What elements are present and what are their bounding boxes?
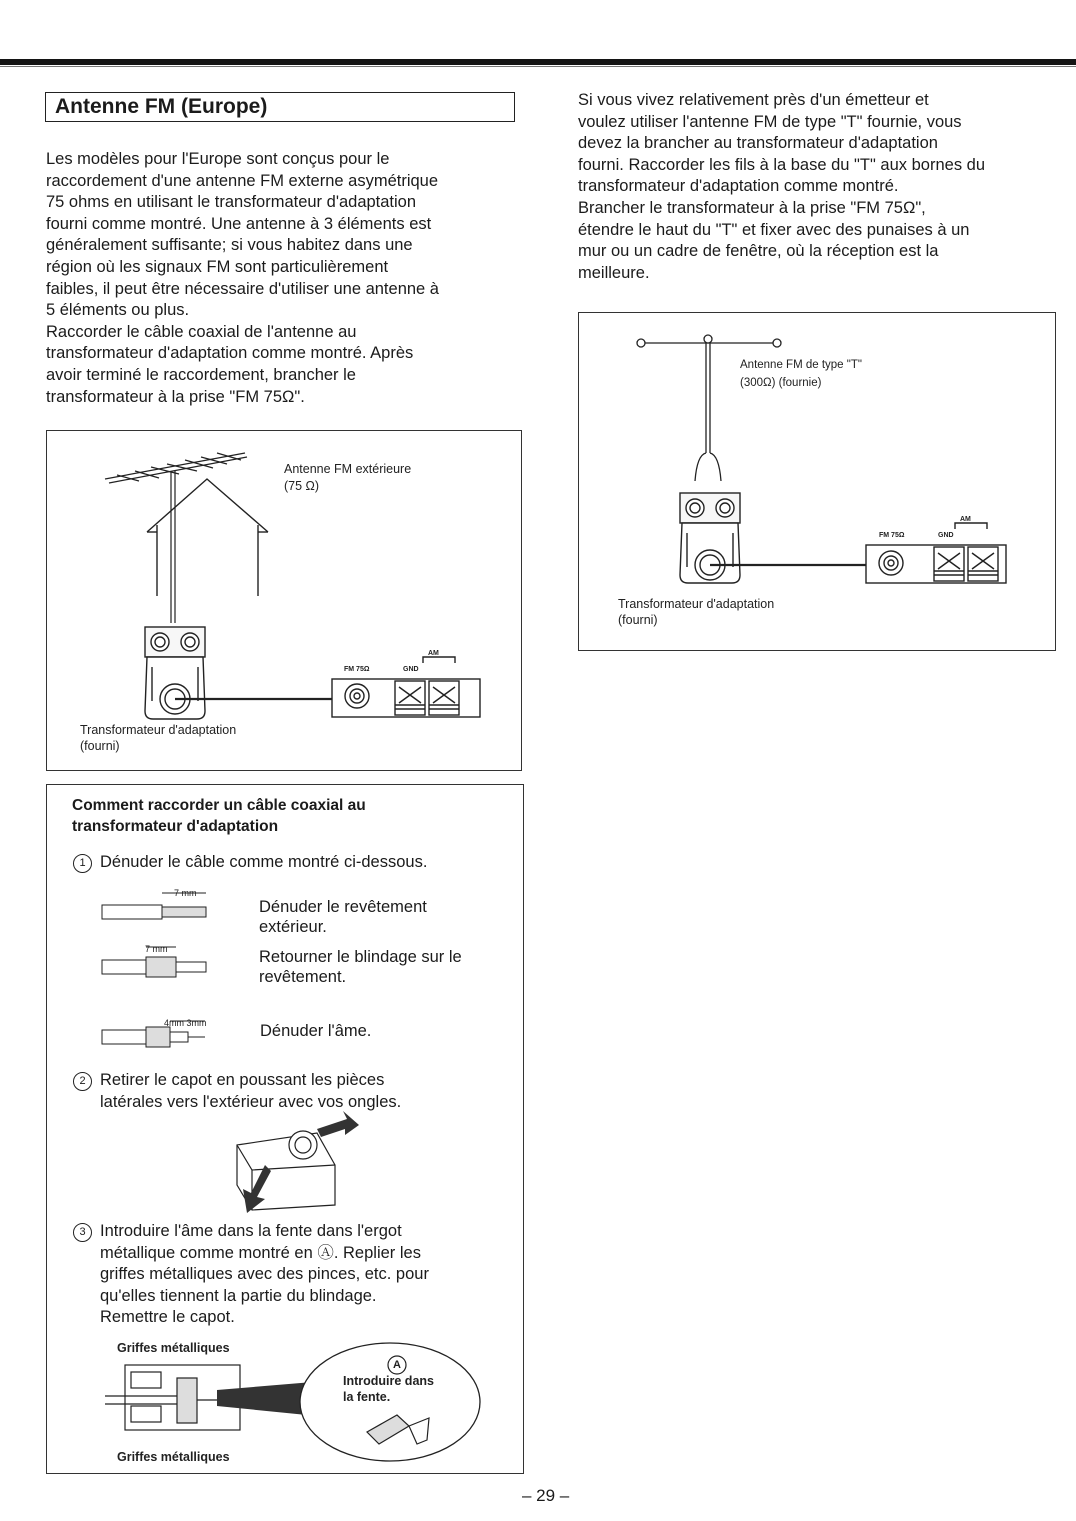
section-title: Antenne FM (Europe) bbox=[45, 92, 515, 122]
step-2-text bbox=[100, 1070, 401, 1113]
howto-title-line: Comment raccorder un câble coaxial au bbox=[72, 797, 366, 814]
dim-label-1: 7 mm bbox=[174, 888, 197, 898]
text-line: généralement suffisante; si vous habitez dans une bbox=[46, 236, 413, 255]
step-3-text bbox=[100, 1221, 429, 1329]
text-line: Remettre le capot. bbox=[100, 1308, 235, 1327]
text-line: transformateur à la prise "FM 75Ω". bbox=[46, 387, 305, 406]
griffes-label-top: Griffes métalliques bbox=[117, 1341, 230, 1355]
text-line: Brancher le transformateur à la prise "FM 75Ω", bbox=[578, 198, 926, 217]
strip-item-3 bbox=[260, 1021, 371, 1041]
dim-label-2: 7 mm bbox=[145, 944, 168, 954]
am-terminal-label: AM bbox=[960, 516, 971, 523]
text-line: Dénuder le revêtement bbox=[259, 898, 427, 916]
t-antenna-label: Antenne FM de type "T" bbox=[740, 359, 862, 371]
text-line: région où les signaux FM sont particulièrement bbox=[46, 257, 389, 276]
top-rule bbox=[0, 59, 1076, 65]
fm-terminal-label: FM 75Ω bbox=[344, 666, 370, 673]
left-paragraph bbox=[46, 149, 526, 408]
transformer-icon bbox=[145, 627, 205, 719]
text-line: Introduire dans bbox=[343, 1374, 434, 1388]
text-line: devez la brancher au transformateur d'adaptation bbox=[578, 134, 938, 153]
transformer-note: (fourni) bbox=[618, 613, 658, 627]
text-line: meilleure. bbox=[578, 263, 650, 282]
text-line: avoir terminé le raccordement, brancher le bbox=[46, 365, 356, 384]
text-line: Si vous vivez relativement près d'un émetteur et bbox=[578, 91, 929, 109]
howto-title-line: transformateur d'adaptation bbox=[72, 818, 279, 835]
text-line: transformateur d'adaptation comme montré. bbox=[578, 177, 899, 196]
transformer-icon bbox=[680, 493, 740, 583]
text-line: Raccorder le câble coaxial de l'antenne au bbox=[46, 322, 357, 341]
callout-text bbox=[343, 1373, 434, 1405]
step-1-text: Dénuder le câble comme montré ci-dessous. bbox=[100, 853, 428, 871]
figure-outdoor-antenna bbox=[46, 430, 522, 771]
text-line: fourni. Raccorder les fils à la base du "T" aux bornes du bbox=[578, 155, 986, 174]
strip-item-2 bbox=[259, 947, 462, 987]
text-line: mur ou un cadre de fenêtre, où la réception est la bbox=[578, 242, 939, 261]
text-line: Les modèles pour l'Europe sont conçus pour le bbox=[46, 150, 390, 168]
text-line: griffes métalliques avec des pinces, etc. pour bbox=[100, 1265, 429, 1284]
text-line: fourni comme montré. Une antenne à 3 éléments est bbox=[46, 214, 432, 233]
text-line: étendre le haut du "T" et fixer avec des punaises à un bbox=[578, 220, 970, 239]
text-line: voulez utiliser l'antenne FM de type "T" fournie, vous bbox=[578, 112, 962, 131]
text-line: latérales vers l'extérieur avec vos ongles. bbox=[100, 1092, 402, 1111]
text-line: extérieur. bbox=[259, 918, 327, 936]
right-paragraph bbox=[578, 90, 1058, 284]
gnd-terminal-label: GND bbox=[938, 532, 954, 539]
text-line: Retirer le capot en poussant les pièces bbox=[100, 1071, 385, 1089]
text-line: 75 ohms en utilisant le transformateur d'adaptation bbox=[46, 193, 417, 212]
step-number-1: 1 bbox=[73, 854, 92, 873]
transformer-label: Transformateur d'adaptation bbox=[80, 723, 237, 737]
step-number-3: 3 bbox=[73, 1223, 92, 1242]
callout-letter: A bbox=[393, 1359, 401, 1371]
fm-terminal-label: FM 75Ω bbox=[879, 532, 905, 539]
text-line: 5 éléments ou plus. bbox=[46, 301, 190, 320]
transformer-label: Transformateur d'adaptation bbox=[618, 597, 775, 611]
transformer-note: (fourni) bbox=[80, 739, 120, 753]
text-line: Introduire l'âme dans la fente dans l'ergot bbox=[100, 1222, 402, 1240]
text-line: raccordement d'une antenne FM externe asymétrique bbox=[46, 171, 439, 190]
gnd-terminal-label: GND bbox=[403, 666, 419, 673]
text-line: qu'elles tiennent la partie du blindage. bbox=[100, 1286, 377, 1305]
house-icon bbox=[147, 479, 268, 596]
figure-t-antenna bbox=[578, 312, 1056, 651]
text-line: la fente. bbox=[343, 1390, 391, 1404]
page-number: – 29 – bbox=[522, 1486, 570, 1505]
antenna-impedance: (75 Ω) bbox=[284, 479, 320, 493]
text-line: métallique comme montré en Ⓐ. Replier les bbox=[100, 1243, 421, 1262]
text-line: Dénuder l'âme. bbox=[260, 1022, 372, 1040]
howto-coaxial-box bbox=[46, 784, 524, 1474]
insert-core-diagram bbox=[47, 1340, 525, 1465]
dim-label-3: 4mm 3mm bbox=[164, 1018, 207, 1028]
text-line: revêtement. bbox=[259, 968, 347, 986]
t-antenna-impedance: (300Ω) (fournie) bbox=[740, 377, 822, 389]
strip-item-1 bbox=[259, 897, 427, 937]
antenna-label: Antenne FM extérieure bbox=[284, 462, 412, 476]
text-line: faibles, il peut être nécessaire d'utiliser une antenne à bbox=[46, 279, 439, 298]
step-number-2: 2 bbox=[73, 1072, 92, 1091]
text-line: transformateur d'adaptation comme montré. Après bbox=[46, 344, 414, 363]
yagi-antenna-icon bbox=[105, 453, 247, 623]
top-rule-thin bbox=[0, 66, 1076, 67]
text-line: Retourner le blindage sur le bbox=[259, 948, 462, 966]
howto-title bbox=[72, 795, 492, 837]
remove-cover-diagram bbox=[47, 1115, 525, 1225]
am-terminal-label: AM bbox=[428, 650, 439, 657]
griffes-label-bottom: Griffes métalliques bbox=[117, 1450, 230, 1464]
